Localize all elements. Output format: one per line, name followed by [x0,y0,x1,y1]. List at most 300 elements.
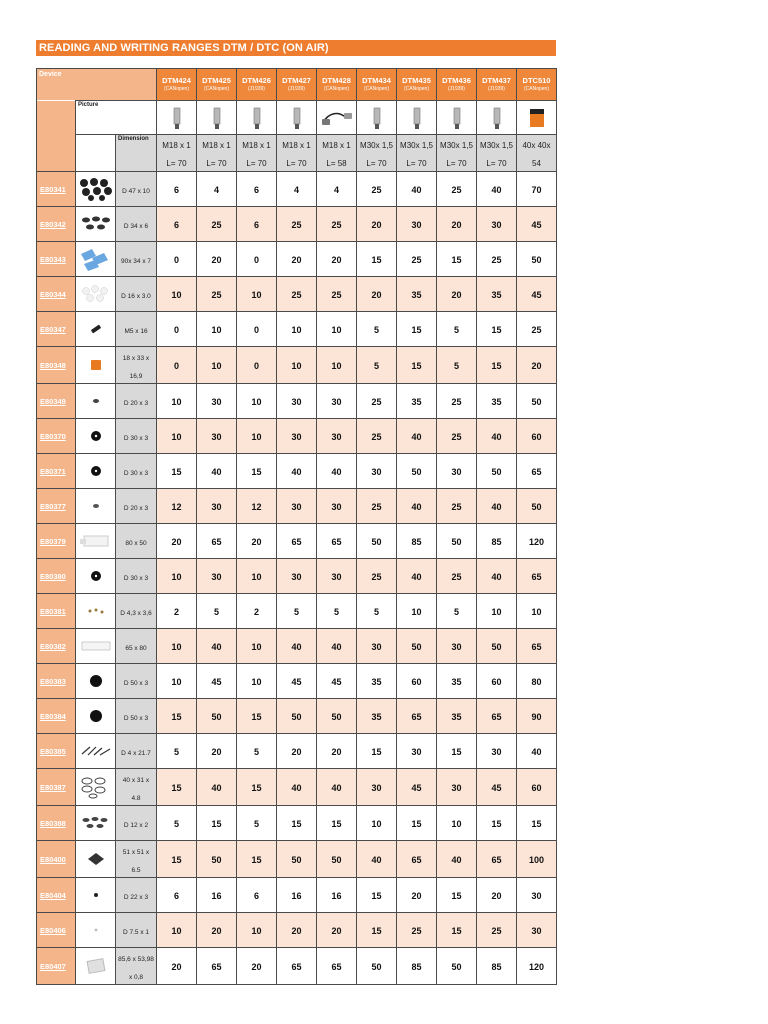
range-cell [277,699,317,734]
tag-picture [76,384,115,418]
dimension-label: Dimension [118,136,149,142]
tag-dimension [116,806,157,841]
range-cell [197,347,237,384]
model-name: DTM425 [202,76,231,85]
tag-dimension [116,347,157,384]
device-link[interactable]: E80387 [40,782,66,792]
device-cell[interactable] [37,806,76,841]
model-bus: (J1939) [288,86,305,92]
range-cell [477,734,517,769]
range-cell [397,664,437,699]
range-value: 25 [371,572,382,582]
range-cell [517,384,557,419]
device-link[interactable]: E80385 [40,746,66,756]
range-cell [357,347,397,384]
range-value: 35 [491,397,502,407]
range-value: 15 [371,747,382,757]
range-cell [437,384,477,419]
range-cell [197,524,237,559]
range-value: 20 [251,962,262,972]
dimension-header-cell [116,135,157,172]
table-row [37,384,557,419]
range-cell [357,524,397,559]
range-value: 15 [291,819,302,829]
range-cell [397,769,437,806]
range-value: 35 [411,397,422,407]
range-cell [517,594,557,629]
range-cell [437,312,477,347]
range-value: 70 [531,185,542,195]
range-cell [357,878,397,913]
device-cell[interactable] [37,841,76,878]
device-cell[interactable] [37,454,76,489]
range-cell [237,277,277,312]
range-cell [277,454,317,489]
range-cell [317,878,357,913]
device-link[interactable]: E80341 [40,184,66,194]
range-cell [477,806,517,841]
device-link[interactable]: E80349 [40,396,66,406]
device-cell[interactable] [37,172,76,207]
range-value: 40 [491,185,502,195]
range-cell [277,172,317,207]
device-cell[interactable] [37,948,76,985]
range-value: 50 [531,502,542,512]
range-cell [197,384,237,419]
model-bus: (CANopen) [323,86,349,92]
range-cell [197,878,237,913]
range-value: 25 [451,397,462,407]
range-cell [237,841,277,878]
product-picture-cell [397,101,437,135]
range-value: 4 [333,185,339,195]
range-value: 10 [171,432,182,442]
range-value: 40 [411,432,422,442]
device-cell[interactable] [37,559,76,594]
range-value: 50 [491,467,502,477]
range-value: 40 [491,432,502,442]
range-cell [437,559,477,594]
device-cell[interactable] [37,769,76,806]
range-value: 30 [331,397,342,407]
range-value: 65 [291,537,302,547]
range-value: 40 [331,642,342,652]
range-value: 10 [331,325,342,335]
device-link[interactable]: E80388 [40,818,66,828]
device-cell[interactable] [37,594,76,629]
range-cell [517,664,557,699]
range-value: 50 [411,642,422,652]
range-cell [157,948,197,985]
device-cell[interactable] [37,207,76,242]
device-cell[interactable] [37,878,76,913]
table-row [37,559,557,594]
range-value: 0 [173,325,179,335]
range-cell [437,419,477,454]
range-value: 25 [451,185,462,195]
corner-cell [37,101,76,135]
range-cell [157,841,197,878]
device-cell[interactable] [37,312,76,347]
tag-picture [76,594,115,628]
model-header-dtm434 [357,69,397,101]
range-value: 65 [331,537,342,547]
tag-dimension [116,419,157,454]
range-cell [437,594,477,629]
range-cell [277,347,317,384]
range-value: 25 [451,502,462,512]
tag-dimension-text: D 30 x 3 [123,575,149,582]
range-cell [197,664,237,699]
tag-dimension-text: D 12 x 2 [123,822,149,829]
device-cell[interactable] [37,242,76,277]
range-value: 15 [171,712,182,722]
range-value: 20 [251,537,262,547]
range-value: 25 [211,220,222,230]
range-value: 5 [173,747,179,757]
tag-dimension [116,664,157,699]
model-header-dtm428 [317,69,357,101]
table-row [37,878,557,913]
range-value: 5 [333,607,339,617]
device-link[interactable]: E80404 [40,890,66,900]
range-value: 6 [253,185,259,195]
device-link[interactable]: E80382 [40,641,66,651]
picture-header-cell [76,101,157,135]
range-value: 12 [171,502,182,512]
range-cell [157,559,197,594]
range-cell [437,524,477,559]
tag-dimension-text: D 7.5 x 1 [122,929,149,936]
table-row [37,277,557,312]
range-value: 10 [171,397,182,407]
tag-picture-cell [76,559,116,594]
range-cell [317,419,357,454]
tag-dimension-text: D 4,3 x 3,6 [120,610,152,617]
range-value: 30 [291,432,302,442]
range-value: 30 [491,220,502,230]
range-value: 20 [291,747,302,757]
range-value: 10 [531,607,542,617]
device-link[interactable]: E80400 [40,854,66,864]
device-cell[interactable] [37,277,76,312]
range-value: 15 [411,325,422,335]
range-cell [397,277,437,312]
device-cell[interactable] [37,384,76,419]
range-value: 15 [171,467,182,477]
range-value: 25 [531,325,542,335]
range-value: 30 [371,467,382,477]
range-cell [197,419,237,454]
range-value: 85 [411,962,422,972]
range-cell [397,699,437,734]
range-value: 15 [211,819,222,829]
range-value: 0 [173,361,179,371]
range-value: 4 [293,185,299,195]
range-cell [517,454,557,489]
ranges-table [36,68,557,985]
range-value: 35 [371,712,382,722]
tag-picture-cell [76,878,116,913]
range-value: 30 [291,572,302,582]
range-cell [357,841,397,878]
range-value: 16 [211,891,222,901]
range-cell [397,524,437,559]
range-cell [197,734,237,769]
range-value: 25 [331,220,342,230]
tag-picture [76,878,115,912]
device-link[interactable]: E80383 [40,676,66,686]
range-cell [197,559,237,594]
range-cell [477,594,517,629]
tag-picture-cell [76,172,116,207]
range-value: 50 [451,537,462,547]
range-cell [277,664,317,699]
range-cell [197,594,237,629]
range-cell [517,948,557,985]
range-cell [437,172,477,207]
model-dimension-text: M18 x 1 L= 70 [202,141,231,168]
range-value: 15 [371,891,382,901]
range-value: 35 [491,290,502,300]
product-picture-cell [237,101,277,135]
model-dimension-text: M18 x 1 L= 58 [322,141,351,168]
model-dimension [397,135,437,172]
device-link[interactable]: E80343 [40,254,66,264]
range-value: 30 [211,397,222,407]
device-link[interactable]: E80347 [40,324,66,334]
device-link[interactable]: E80342 [40,219,66,229]
device-cell[interactable] [37,347,76,384]
range-cell [357,419,397,454]
range-value: 50 [331,855,342,865]
range-cell [157,384,197,419]
range-value: 15 [171,855,182,865]
tag-dimension-text: D 30 x 3 [123,435,149,442]
device-link[interactable]: E80384 [40,711,66,721]
tag-picture-cell [76,347,116,384]
device-cell[interactable] [37,489,76,524]
range-value: 65 [291,962,302,972]
table-row [37,594,557,629]
range-value: 20 [491,891,502,901]
device-cell[interactable] [37,419,76,454]
model-dimension-text: M18 x 1 L= 70 [242,141,271,168]
range-cell [317,806,357,841]
device-cell[interactable] [37,629,76,664]
range-value: 10 [411,607,422,617]
tag-dimension [116,172,157,207]
tag-dimension [116,913,157,948]
tag-dimension-text: D 30 x 3 [123,470,149,477]
range-value: 10 [491,607,502,617]
sensor-picture [517,101,556,134]
range-value: 6 [253,891,259,901]
range-value: 40 [411,185,422,195]
device-link[interactable]: E80380 [40,571,66,581]
range-cell [157,347,197,384]
range-value: 30 [371,642,382,652]
range-cell [517,489,557,524]
range-value: 10 [251,642,262,652]
device-cell[interactable] [37,664,76,699]
range-value: 25 [291,290,302,300]
range-value: 20 [451,220,462,230]
model-name: DTM424 [162,76,191,85]
device-cell[interactable] [37,699,76,734]
product-picture-cell [517,101,557,135]
range-value: 20 [331,926,342,936]
range-value: 25 [211,290,222,300]
device-link[interactable]: E80407 [40,961,66,971]
range-cell [477,629,517,664]
table-row [37,806,557,841]
model-dimension-text: M30x 1,5 L= 70 [400,141,433,168]
model-name: DTM435 [402,76,431,85]
range-value: 50 [531,397,542,407]
range-cell [477,312,517,347]
range-cell [397,242,437,277]
range-cell [197,207,237,242]
range-cell [317,629,357,664]
range-value: 15 [251,855,262,865]
range-cell [437,242,477,277]
range-value: 16 [291,891,302,901]
range-cell [357,384,397,419]
tag-dimension-text: 18 x 33 x 16,9 [122,355,150,380]
table-row [37,454,557,489]
table-row [37,769,557,806]
range-value: 65 [331,962,342,972]
tag-dimension [116,948,157,985]
tag-dimension [116,489,157,524]
range-cell [197,699,237,734]
sensor-picture [477,101,516,134]
tag-picture [76,454,115,488]
tag-picture [76,948,115,984]
model-bus: (CANopen) [403,86,429,92]
table-row [37,242,557,277]
range-value: 2 [173,607,179,617]
range-cell [477,841,517,878]
range-cell [357,242,397,277]
device-link[interactable]: E80381 [40,606,66,616]
device-cell[interactable] [37,913,76,948]
tag-picture-cell [76,207,116,242]
range-cell [517,878,557,913]
range-value: 30 [451,642,462,652]
model-dimension-text: M30x 1,5 L= 70 [360,141,393,168]
range-cell [477,878,517,913]
range-value: 25 [371,185,382,195]
range-cell [237,524,277,559]
sensor-picture [237,101,276,134]
range-value: 5 [453,361,459,371]
model-header-dtc510 [517,69,557,101]
product-picture-cell [357,101,397,135]
range-cell [357,913,397,948]
range-value: 40 [291,642,302,652]
model-name: DTM428 [322,76,351,85]
device-link[interactable]: E80379 [40,536,66,546]
tag-picture-cell [76,419,116,454]
range-cell [237,312,277,347]
range-value: 60 [491,677,502,687]
range-value: 16 [331,891,342,901]
range-cell [397,312,437,347]
range-cell [277,384,317,419]
range-cell [397,806,437,841]
range-value: 5 [293,607,299,617]
range-cell [237,734,277,769]
range-cell [197,277,237,312]
range-value: 15 [251,712,262,722]
range-value: 10 [371,819,382,829]
tag-dimension [116,594,157,629]
model-header-dtm435 [397,69,437,101]
range-value: 10 [211,325,222,335]
device-label: Device [39,71,62,78]
device-link[interactable]: E80377 [40,501,66,511]
range-value: 0 [253,255,259,265]
device-link[interactable]: E80406 [40,925,66,935]
range-value: 15 [171,783,182,793]
device-cell[interactable] [37,734,76,769]
device-link[interactable]: E80344 [40,289,66,299]
range-cell [237,242,277,277]
range-cell [517,242,557,277]
range-value: 65 [411,712,422,722]
range-cell [317,699,357,734]
table-row [37,734,557,769]
device-link[interactable]: E80370 [40,431,66,441]
device-cell[interactable] [37,524,76,559]
device-link[interactable]: E80348 [40,360,66,370]
tag-picture-cell [76,524,116,559]
range-cell [517,806,557,841]
range-cell [157,242,197,277]
range-value: 10 [171,572,182,582]
range-cell [237,207,277,242]
range-value: 15 [451,926,462,936]
model-header-dtm424 [157,69,197,101]
range-cell [197,454,237,489]
model-dimension [437,135,477,172]
tag-picture [76,559,115,593]
tag-dimension-text: D 4 x 21.7 [121,750,151,757]
tag-picture-cell [76,384,116,419]
range-cell [277,419,317,454]
range-cell [517,419,557,454]
table-row [37,524,557,559]
range-value: 0 [253,325,259,335]
tag-picture-cell [76,806,116,841]
tag-dimension-text: D 50 x 3 [123,680,149,687]
tag-picture [76,841,115,877]
range-cell [157,806,197,841]
tag-dimension-text: D 34 x 6 [123,223,149,230]
sensor-picture [397,101,436,134]
range-cell [237,454,277,489]
range-value: 20 [211,926,222,936]
range-cell [397,172,437,207]
range-cell [277,806,317,841]
tag-dimension [116,699,157,734]
device-link[interactable]: E80371 [40,466,66,476]
range-cell [397,419,437,454]
range-value: 40 [331,467,342,477]
range-cell [157,277,197,312]
